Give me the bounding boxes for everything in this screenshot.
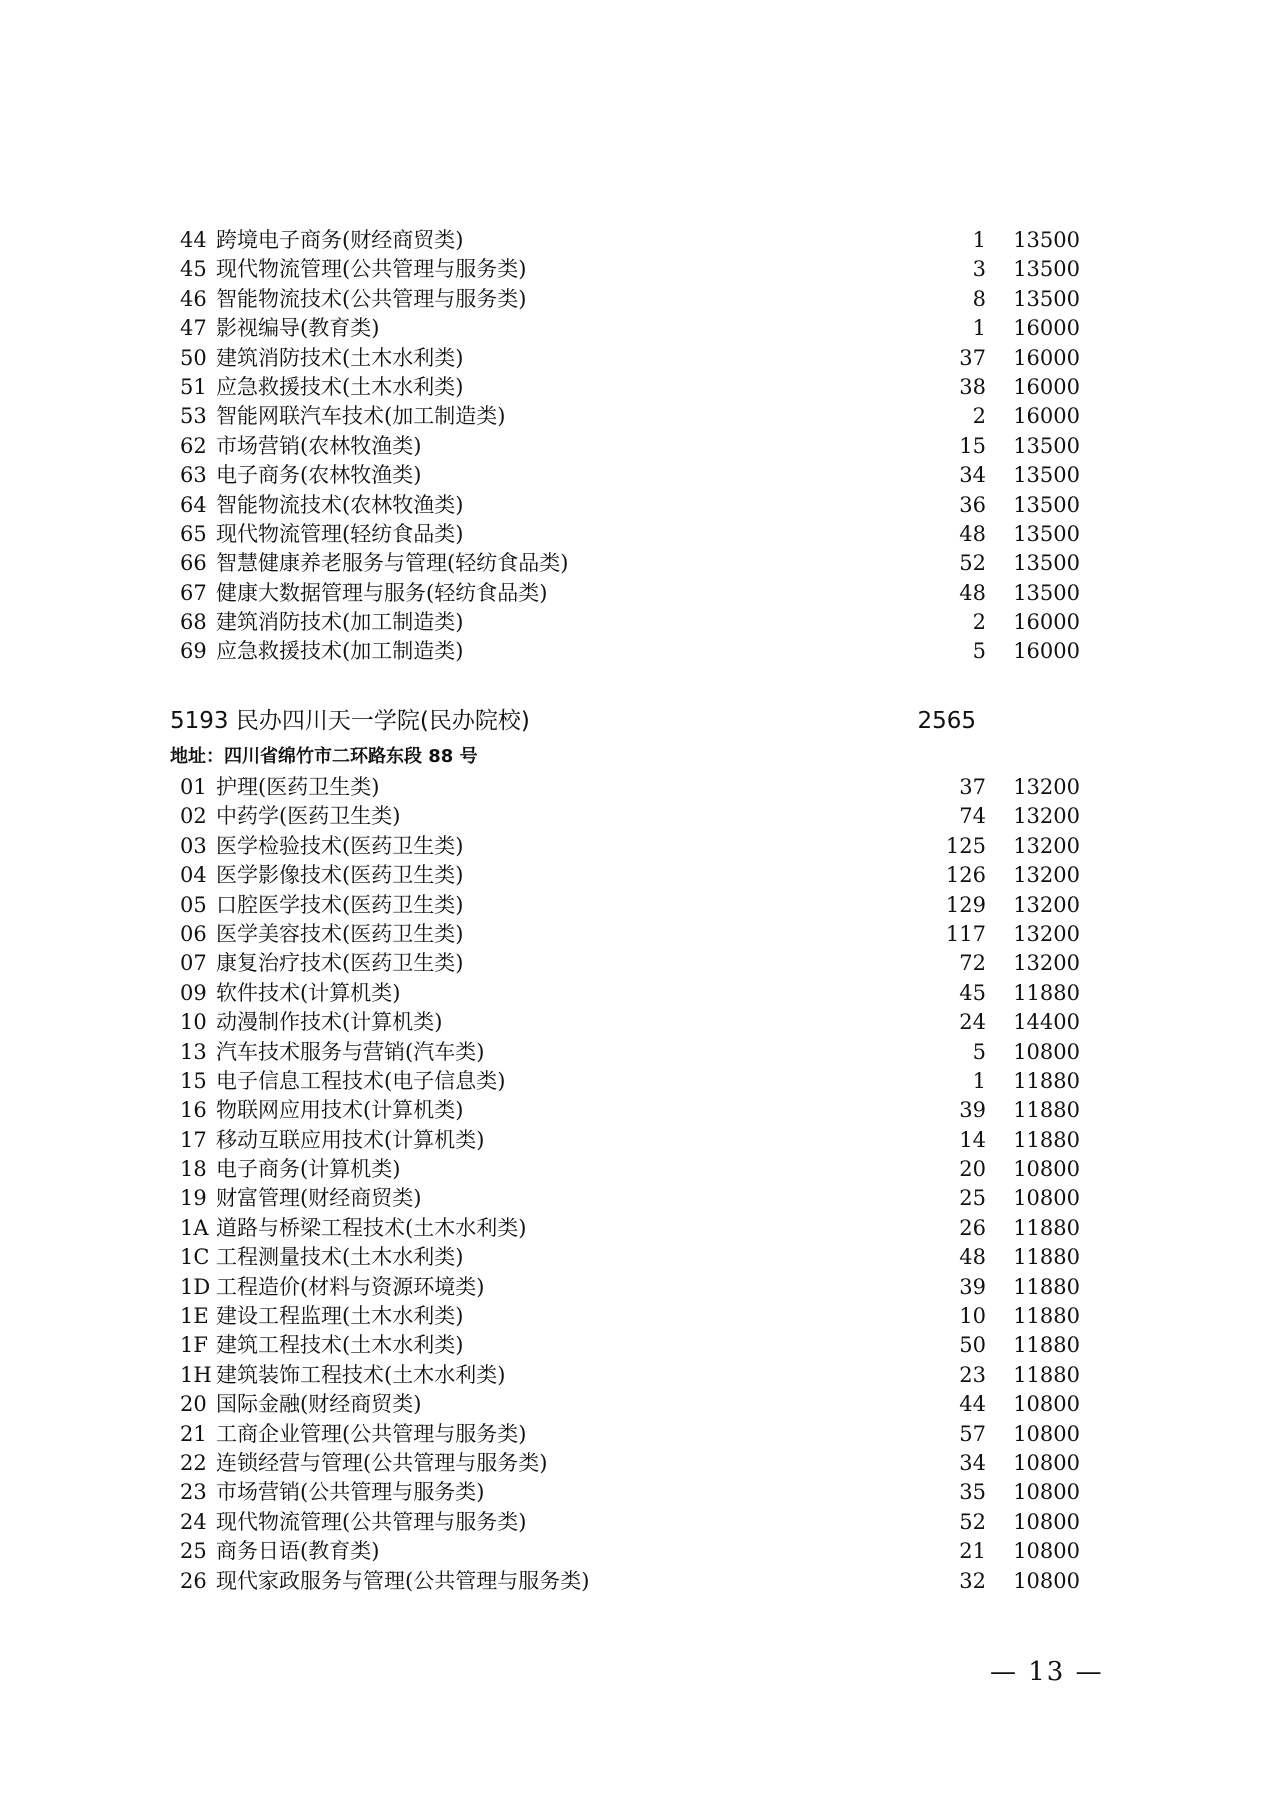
program-code: 69	[180, 639, 207, 664]
program-row	[180, 1302, 1080, 1331]
program-row	[180, 255, 1080, 284]
tuition-fee: 11880	[1013, 1274, 1080, 1299]
program-row	[180, 432, 1080, 461]
enrollment-count: 1	[972, 1068, 986, 1093]
enrollment-count: 5	[972, 639, 986, 664]
program-code: 20	[180, 1392, 207, 1417]
enrollment-count: 57	[959, 1421, 986, 1446]
program-row	[180, 1331, 1080, 1360]
program-code: 47	[180, 316, 207, 341]
program-code: 01	[180, 775, 207, 799]
program-name: 市场营销(公共管理与服务类)	[216, 1480, 485, 1505]
program-name: 市场营销(农林牧渔类)	[216, 433, 422, 458]
enrollment-count: 37	[959, 775, 986, 799]
program-row	[180, 1214, 1080, 1243]
program-name: 现代物流管理(公共管理与服务类)	[216, 257, 527, 282]
program-code: 10	[180, 1010, 207, 1035]
tuition-fee: 13500	[1013, 580, 1080, 605]
program-code: 62	[180, 433, 207, 458]
program-name: 跨境电子商务(财经商贸类)	[216, 228, 464, 252]
program-name: 现代物流管理(公共管理与服务类)	[216, 1509, 527, 1534]
program-name: 建筑工程技术(土木水利类)	[216, 1333, 464, 1358]
enrollment-count: 126	[945, 863, 986, 888]
program-code: 04	[180, 863, 207, 888]
program-row	[180, 344, 1080, 373]
program-row	[180, 373, 1080, 402]
program-code: 1E	[180, 1304, 209, 1329]
program-name: 建设工程监理(土木水利类)	[216, 1304, 464, 1329]
program-name: 道路与桥梁工程技术(土木水利类)	[216, 1215, 527, 1240]
program-list-continued	[180, 226, 1080, 667]
school-header	[170, 704, 990, 738]
tuition-fee: 13200	[1013, 863, 1080, 888]
program-name: 物联网应用技术(计算机类)	[216, 1098, 464, 1123]
enrollment-count: 10	[959, 1304, 986, 1329]
enrollment-count: 32	[959, 1568, 986, 1593]
tuition-fee: 10800	[1013, 1480, 1080, 1505]
program-code: 21	[180, 1421, 207, 1446]
tuition-fee: 13200	[1013, 775, 1080, 799]
program-code: 1H	[180, 1362, 212, 1387]
program-name: 现代物流管理(轻纺食品类)	[216, 521, 464, 546]
tuition-fee: 10800	[1013, 1509, 1080, 1534]
program-row	[180, 520, 1080, 549]
program-row	[180, 1155, 1080, 1184]
program-row	[180, 549, 1080, 578]
program-code: 24	[180, 1509, 207, 1534]
program-code: 68	[180, 610, 207, 635]
program-code: 26	[180, 1568, 207, 1593]
program-name: 康复治疗技术(医药卫生类)	[216, 951, 464, 976]
program-code: 53	[180, 404, 207, 429]
program-name: 电子信息工程技术(电子信息类)	[216, 1068, 506, 1093]
program-row	[180, 773, 1080, 802]
tuition-fee: 11880	[1013, 1245, 1080, 1270]
tuition-fee: 13200	[1013, 892, 1080, 917]
program-row	[180, 1096, 1080, 1125]
program-row	[180, 1273, 1080, 1302]
program-list-school	[180, 773, 1080, 1596]
program-row	[180, 491, 1080, 520]
program-row	[180, 1537, 1080, 1566]
program-row	[180, 637, 1080, 666]
program-code: 1F	[180, 1333, 208, 1358]
enrollment-count: 39	[959, 1098, 986, 1123]
tuition-fee: 11880	[1013, 1304, 1080, 1329]
enrollment-count: 21	[959, 1539, 986, 1564]
program-code: 1C	[180, 1245, 210, 1270]
program-name: 财富管理(财经商贸类)	[216, 1186, 422, 1211]
enrollment-count: 24	[959, 1010, 986, 1035]
enrollment-count: 74	[959, 804, 986, 829]
school-total-quota: 2565	[917, 708, 976, 734]
enrollment-count: 1	[972, 316, 986, 341]
tuition-fee: 11880	[1013, 1215, 1080, 1240]
enrollment-count: 129	[945, 892, 986, 917]
tuition-fee: 13500	[1013, 521, 1080, 546]
tuition-fee: 10800	[1013, 1568, 1080, 1593]
program-code: 64	[180, 492, 207, 517]
enrollment-count: 2	[972, 404, 986, 429]
program-row	[180, 1243, 1080, 1272]
enrollment-count: 45	[959, 980, 986, 1005]
program-row	[180, 949, 1080, 978]
program-code: 63	[180, 463, 207, 488]
enrollment-count: 37	[959, 345, 986, 370]
tuition-fee: 13500	[1013, 257, 1080, 282]
program-name: 现代家政服务与管理(公共管理与服务类)	[216, 1568, 590, 1593]
tuition-fee: 13200	[1013, 951, 1080, 976]
enrollment-count: 15	[959, 433, 986, 458]
tuition-fee: 16000	[1013, 345, 1080, 370]
program-row	[180, 1567, 1080, 1596]
enrollment-count: 117	[945, 921, 986, 946]
enrollment-count: 50	[959, 1333, 986, 1358]
enrollment-count: 2	[972, 610, 986, 635]
enrollment-count: 44	[959, 1392, 986, 1417]
tuition-fee: 13500	[1013, 551, 1080, 576]
program-row	[180, 461, 1080, 490]
program-name: 动漫制作技术(计算机类)	[216, 1010, 443, 1035]
program-row	[180, 1038, 1080, 1067]
program-name: 国际金融(财经商贸类)	[216, 1392, 422, 1417]
program-code: 44	[180, 228, 207, 252]
program-row	[180, 314, 1080, 343]
enrollment-count: 1	[972, 228, 986, 252]
program-name: 电子商务(计算机类)	[216, 1157, 401, 1182]
program-row	[180, 402, 1080, 431]
tuition-fee: 13200	[1013, 804, 1080, 829]
tuition-fee: 11880	[1013, 1127, 1080, 1152]
enrollment-count: 23	[959, 1362, 986, 1387]
program-name: 应急救援技术(加工制造类)	[216, 639, 464, 664]
enrollment-count: 8	[972, 286, 986, 311]
tuition-fee: 10800	[1013, 1539, 1080, 1564]
program-code: 50	[180, 345, 207, 370]
tuition-fee: 13500	[1013, 286, 1080, 311]
tuition-fee: 16000	[1013, 374, 1080, 399]
program-row	[180, 1508, 1080, 1537]
program-code: 03	[180, 833, 207, 858]
program-code: 13	[180, 1039, 207, 1064]
program-name: 智能网联汽车技术(加工制造类)	[216, 404, 506, 429]
program-name: 电子商务(农林牧渔类)	[216, 463, 422, 488]
program-code: 25	[180, 1539, 207, 1564]
program-row	[180, 1067, 1080, 1096]
enrollment-count: 3	[972, 257, 986, 282]
program-code: 02	[180, 804, 207, 829]
program-code: 07	[180, 951, 207, 976]
tuition-fee: 16000	[1013, 639, 1080, 664]
program-code: 65	[180, 521, 207, 546]
program-name: 建筑消防技术(土木水利类)	[216, 345, 464, 370]
enrollment-count: 52	[959, 551, 986, 576]
tuition-fee: 11880	[1013, 1098, 1080, 1123]
program-row	[180, 226, 1080, 255]
program-name: 软件技术(计算机类)	[216, 980, 401, 1005]
program-name: 医学检验技术(医药卫生类)	[216, 833, 464, 858]
program-code: 05	[180, 892, 207, 917]
enrollment-count: 48	[959, 580, 986, 605]
tuition-fee: 10800	[1013, 1450, 1080, 1475]
program-name: 口腔医学技术(医药卫生类)	[216, 892, 464, 917]
tuition-fee: 13500	[1013, 433, 1080, 458]
program-name: 移动互联应用技术(计算机类)	[216, 1127, 485, 1152]
program-row	[180, 285, 1080, 314]
tuition-fee: 11880	[1013, 1333, 1080, 1358]
program-row	[180, 1008, 1080, 1037]
program-row	[180, 1126, 1080, 1155]
tuition-fee: 10800	[1013, 1421, 1080, 1446]
program-code: 51	[180, 374, 207, 399]
program-row	[180, 1390, 1080, 1419]
program-row	[180, 1449, 1080, 1478]
program-name: 工程造价(材料与资源环境类)	[216, 1274, 485, 1299]
program-code: 46	[180, 286, 207, 311]
tuition-fee: 13500	[1013, 228, 1080, 252]
page-number: — 13 —	[990, 1657, 1104, 1687]
program-name: 建筑装饰工程技术(土木水利类)	[216, 1362, 506, 1387]
program-code: 22	[180, 1450, 207, 1475]
program-name: 医学影像技术(医药卫生类)	[216, 863, 464, 888]
program-row	[180, 802, 1080, 831]
enrollment-count: 35	[959, 1480, 986, 1505]
program-row	[180, 891, 1080, 920]
program-row	[180, 832, 1080, 861]
program-name: 智能物流技术(公共管理与服务类)	[216, 286, 527, 311]
tuition-fee: 13500	[1013, 492, 1080, 517]
school-address: 地址：四川省绵竹市二环路东段 88 号	[170, 746, 478, 767]
program-name: 智能物流技术(农林牧渔类)	[216, 492, 464, 517]
program-row	[180, 1420, 1080, 1449]
enrollment-count: 26	[959, 1215, 986, 1240]
program-row	[180, 979, 1080, 1008]
tuition-fee: 10800	[1013, 1039, 1080, 1064]
tuition-fee: 14400	[1013, 1010, 1080, 1035]
enrollment-count: 39	[959, 1274, 986, 1299]
enrollment-count: 36	[959, 492, 986, 517]
tuition-fee: 13500	[1013, 463, 1080, 488]
enrollment-count: 25	[959, 1186, 986, 1211]
program-name: 应急救援技术(土木水利类)	[216, 374, 464, 399]
enrollment-count: 34	[959, 463, 986, 488]
enrollment-count: 5	[972, 1039, 986, 1064]
program-code: 19	[180, 1186, 207, 1211]
enrollment-count: 34	[959, 1450, 986, 1475]
tuition-fee: 11880	[1013, 980, 1080, 1005]
program-code: 18	[180, 1157, 207, 1182]
program-row	[180, 1361, 1080, 1390]
enrollment-count: 72	[959, 951, 986, 976]
enrollment-count: 14	[959, 1127, 986, 1152]
tuition-fee: 11880	[1013, 1068, 1080, 1093]
program-code: 67	[180, 580, 207, 605]
program-name: 影视编导(教育类)	[216, 316, 380, 341]
tuition-fee: 13200	[1013, 833, 1080, 858]
program-name: 工程测量技术(土木水利类)	[216, 1245, 464, 1270]
tuition-fee: 11880	[1013, 1362, 1080, 1387]
tuition-fee: 13200	[1013, 921, 1080, 946]
enrollment-count: 48	[959, 521, 986, 546]
program-code: 66	[180, 551, 207, 576]
program-name: 工商企业管理(公共管理与服务类)	[216, 1421, 527, 1446]
program-name: 汽车技术服务与营销(汽车类)	[216, 1039, 485, 1064]
tuition-fee: 16000	[1013, 610, 1080, 635]
program-row	[180, 608, 1080, 637]
tuition-fee: 10800	[1013, 1186, 1080, 1211]
program-name: 商务日语(教育类)	[216, 1539, 380, 1564]
school-name: 5193 民办四川天一学院(民办院校)	[170, 708, 530, 734]
program-code: 17	[180, 1127, 207, 1152]
program-name: 医学美容技术(医药卫生类)	[216, 921, 464, 946]
program-name: 护理(医药卫生类)	[216, 775, 380, 799]
program-code: 09	[180, 980, 207, 1005]
program-row	[180, 920, 1080, 949]
program-name: 连锁经营与管理(公共管理与服务类)	[216, 1450, 548, 1475]
enrollment-count: 20	[959, 1157, 986, 1182]
program-name: 智慧健康养老服务与管理(轻纺食品类)	[216, 551, 569, 576]
enrollment-count: 48	[959, 1245, 986, 1270]
program-code: 1A	[180, 1215, 209, 1240]
program-name: 中药学(医药卫生类)	[216, 804, 401, 829]
tuition-fee: 16000	[1013, 316, 1080, 341]
program-row	[180, 579, 1080, 608]
tuition-fee: 16000	[1013, 404, 1080, 429]
program-code: 23	[180, 1480, 207, 1505]
program-name: 健康大数据管理与服务(轻纺食品类)	[216, 580, 548, 605]
program-code: 1D	[180, 1274, 211, 1299]
program-code: 16	[180, 1098, 207, 1123]
tuition-fee: 10800	[1013, 1392, 1080, 1417]
tuition-fee: 10800	[1013, 1157, 1080, 1182]
program-code: 06	[180, 921, 207, 946]
enrollment-count: 125	[945, 833, 986, 858]
program-code: 45	[180, 257, 207, 282]
enrollment-count: 52	[959, 1509, 986, 1534]
enrollment-count: 38	[959, 374, 986, 399]
program-name: 建筑消防技术(加工制造类)	[216, 610, 464, 635]
program-row	[180, 1184, 1080, 1213]
program-code: 15	[180, 1068, 207, 1093]
program-row	[180, 1478, 1080, 1507]
program-row	[180, 861, 1080, 890]
